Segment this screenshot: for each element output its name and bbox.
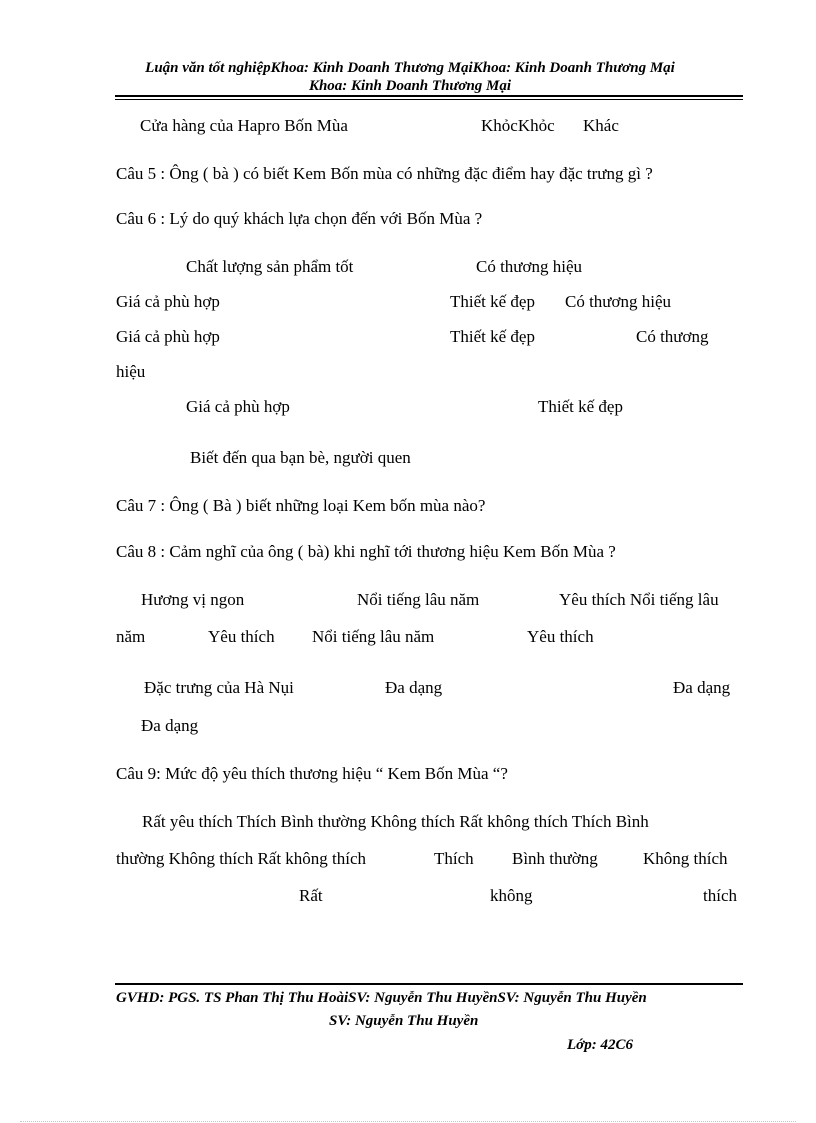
- question-8: Câu 8 : Cảm nghĩ của ông ( bà) khi nghĩ tới thương hiệu Kem Bốn Mùa ?: [116, 542, 616, 561]
- footer-line1: GVHD: PGS. TS Phan Thị Thu HoàiSV: Nguyễn Thu HuyềnSV: Nguyễn Thu Huyền: [116, 990, 647, 1006]
- option-text: Bình thường: [512, 849, 598, 868]
- option-text: Giá cả phù hợp: [186, 397, 290, 416]
- option-text: Giá cả phù hợp: [116, 327, 220, 346]
- option-text: năm: [116, 627, 146, 646]
- option-text: Thích: [434, 849, 474, 868]
- option-text: Thiết kế đẹp: [450, 327, 535, 346]
- option-text: Đặc trưng của Hà Nụi: [144, 678, 294, 697]
- option-text: Nổi tiếng lâu năm: [312, 627, 435, 646]
- option-text: Thiết kế đẹp: [450, 292, 535, 311]
- footer-class-label: Lớp: 42C6: [567, 1037, 633, 1053]
- option-text: Có thương hiệu: [565, 292, 672, 311]
- option-text: Có thương: [636, 327, 709, 346]
- option-text: Khác: [583, 116, 619, 135]
- option-text: Giá cả phù hợp: [116, 292, 220, 311]
- option-text: không: [490, 886, 533, 905]
- question-9: Câu 9: Mức độ yêu thích thương hiệu “ Kem Bốn Mùa “?: [116, 764, 508, 783]
- option-text: Không thích: [643, 849, 728, 868]
- option-text: hiệu: [116, 362, 146, 381]
- option-text: Yêu thích Nổi tiếng lâu: [559, 590, 719, 609]
- page-bottom-divider: [20, 1121, 796, 1122]
- option-text: Đa dạng: [141, 716, 199, 735]
- header-title-line2: Khoa: Kinh Doanh Thương Mại: [308, 78, 512, 94]
- question-5: Câu 5 : Ông ( bà ) có biết Kem Bốn mùa có những đặc điểm hay đặc trưng gì ?: [116, 164, 653, 183]
- option-text: Yêu thích: [208, 627, 275, 646]
- header-rule-thin: [115, 99, 743, 100]
- option-text: Có thương hiệu: [476, 257, 583, 276]
- option-text: Yêu thích: [527, 627, 594, 646]
- option-text: Đa dạng: [673, 678, 731, 697]
- header-title-line1: Luận văn tốt nghiệpKhoa: Kinh Doanh Thương MạiKhoa: Kinh Doanh Thương Mại: [145, 60, 675, 76]
- option-text: Đa dạng: [385, 678, 443, 697]
- question-6: Câu 6 : Lý do quý khách lựa chọn đến với Bốn Mùa ?: [116, 209, 483, 228]
- question-7: Câu 7 : Ông ( Bà ) biết những loại Kem bốn mùa nào?: [116, 496, 486, 515]
- option-text: Biết đến qua bạn bè, người quen: [190, 448, 411, 467]
- option-text: KhỏcKhỏc: [481, 116, 555, 135]
- option-text: Cửa hàng của Hapro Bốn Mùa: [140, 116, 348, 135]
- option-text: thích: [703, 886, 737, 905]
- option-text: Rất: [299, 886, 323, 905]
- option-text: Hương vị ngon: [141, 590, 245, 609]
- footer-rule: [115, 983, 743, 985]
- option-text: Chất lượng sản phẩm tốt: [186, 257, 354, 276]
- header-rule-thick: [115, 95, 743, 97]
- option-text: Rất yêu thích Thích Bình thường Không thích Rất không thích Thích Bình: [142, 812, 649, 831]
- option-text: Thiết kế đẹp: [538, 397, 623, 416]
- option-text: thường Không thích Rất không thích: [116, 849, 367, 868]
- footer-line2: SV: Nguyễn Thu Huyền: [329, 1013, 479, 1029]
- option-text: Nổi tiếng lâu năm: [357, 590, 480, 609]
